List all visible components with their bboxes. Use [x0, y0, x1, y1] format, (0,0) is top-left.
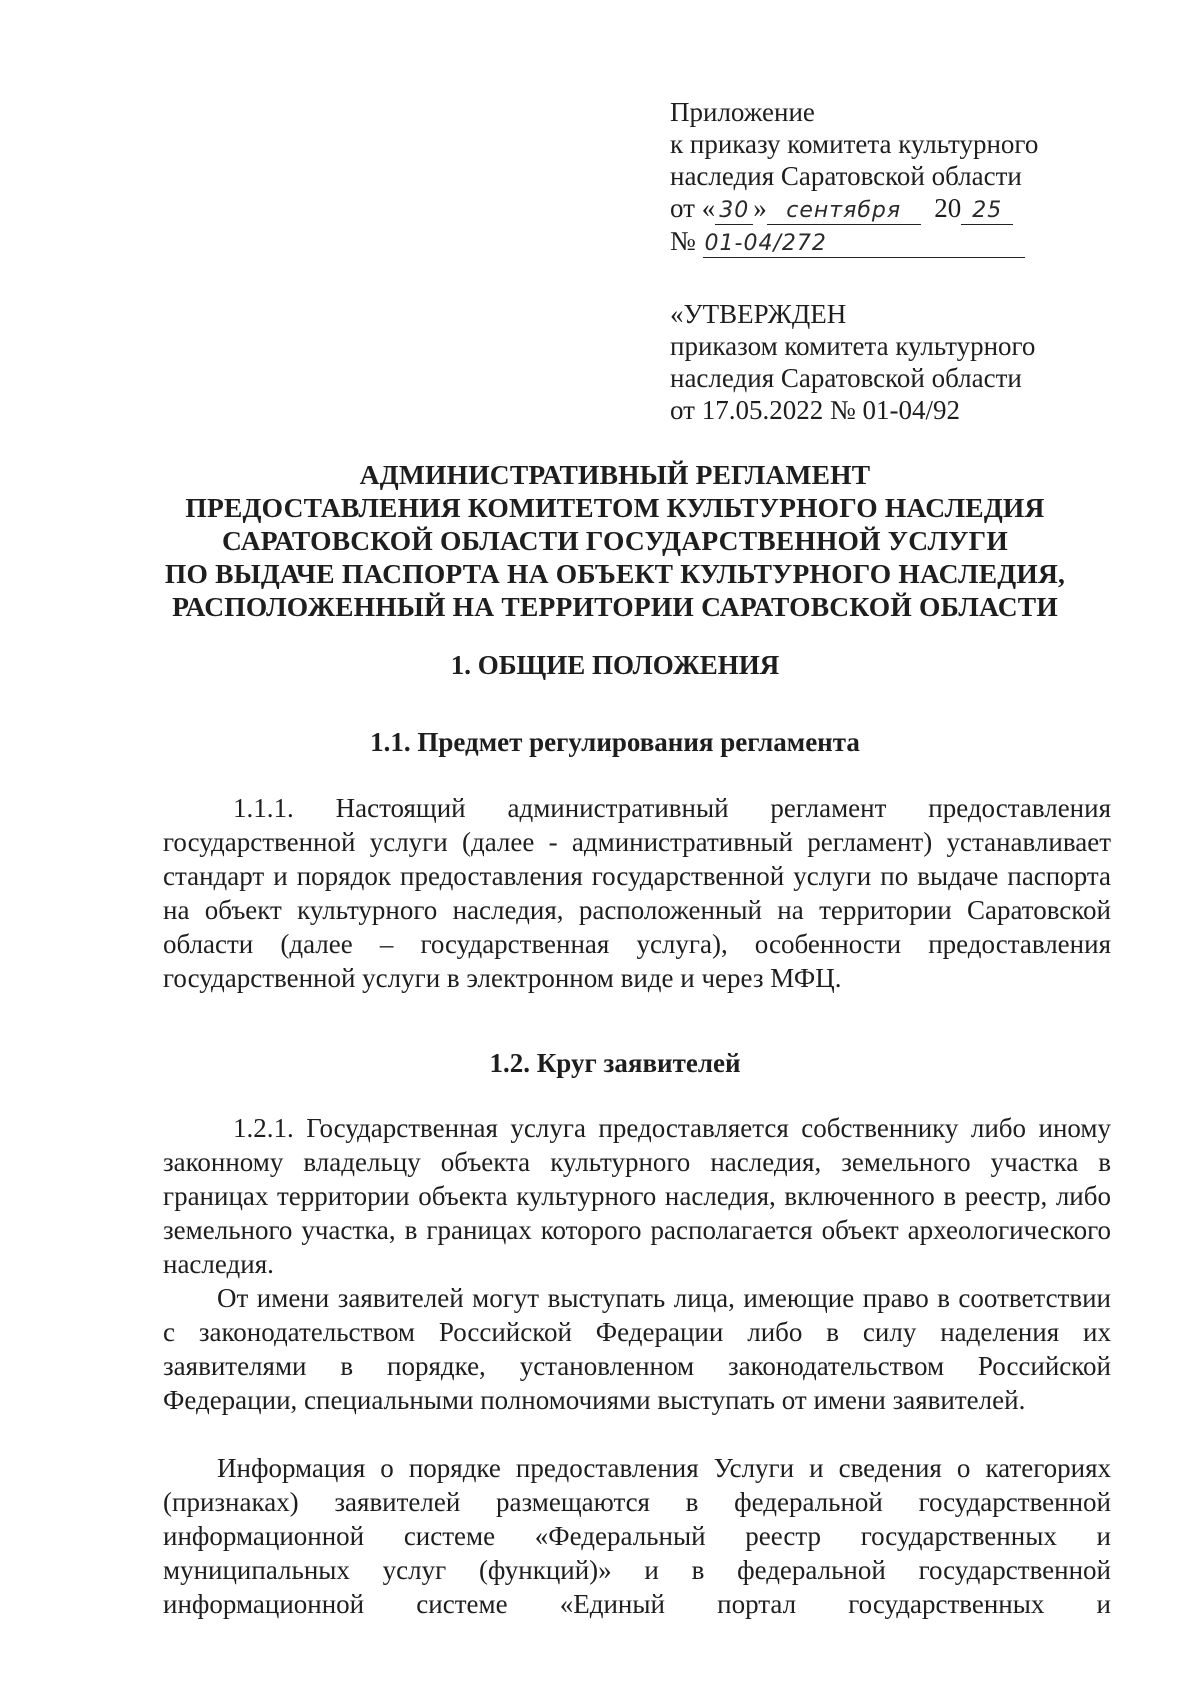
- attachment-number-line: [670, 225, 1110, 258]
- subsection-1-2-heading: 1.2. Круг заявителей: [489, 1048, 741, 1078]
- subsection-1-1-heading: 1.1. Предмет регулирования регламента: [370, 727, 860, 757]
- date-mid: »: [753, 193, 767, 223]
- paragraph-1-2-1: 1.2.1. Государственная услуга предоставляется собственнику либо иному законному владельцу объекта культурного наследия, земельного участка в границах территории объекта культурного наследия, включенного в реестр, либо земельного участка, в границах которого располагается объект археологического наследия.: [163, 1113, 1111, 1279]
- date-month: сентября: [767, 198, 921, 225]
- title-line-2: ПРЕДОСТАВЛЕНИЯ КОМИТЕТОМ КУЛЬТУРНОГО НАСЛЕДИЯ: [185, 492, 1045, 523]
- approved-authority: наследия Саратовской области: [670, 363, 1022, 393]
- number-prefix: №: [670, 226, 696, 256]
- attachment-block: [670, 96, 1110, 258]
- approved-order-ref: приказом комитета культурного: [670, 331, 1036, 361]
- attachment-order-ref: к приказу комитета культурного: [670, 129, 1039, 159]
- attachment-title: Приложение: [670, 97, 815, 127]
- section-1-heading: 1. ОБЩИЕ ПОЛОЖЕНИЯ: [450, 650, 780, 680]
- title-line-3: САРАТОВСКОЙ ОБЛАСТИ ГОСУДАРСТВЕННОЙ УСЛУГИ: [222, 525, 1008, 556]
- order-number: 01-04/272: [703, 231, 1025, 258]
- paragraph-1-1-1: 1.1.1. Настоящий административный регламент предоставления государственной услуги (далее - административный регламент) устанавливает стандарт и порядок предоставления государственной услуги по выдаче паспорта на объект культурного наследия, расположенный на территории Саратовской области (далее – государственная услуга), особенности предоставления государственной услуги в электронном виде и через МФЦ.: [163, 793, 1111, 993]
- date-year-prefix: 20: [934, 193, 962, 223]
- approved-block: [670, 298, 1110, 426]
- title-line-1: АДМИНИСТРАТИВНЫЙ РЕГЛАМЕНТ: [359, 459, 871, 490]
- date-year: 25: [961, 198, 1013, 225]
- attachment-authority: наследия Саратовской области: [670, 161, 1022, 191]
- date-day: 30: [715, 198, 753, 225]
- attachment-date-line: [670, 192, 1110, 225]
- title-line-4: ПО ВЫДАЧЕ ПАСПОРТА НА ОБЪЕКТ КУЛЬТУРНОГО НАСЛЕДИЯ,: [164, 558, 1066, 589]
- date-prefix: от «: [670, 193, 716, 223]
- approved-heading: «УТВЕРЖДЕН: [670, 299, 847, 329]
- document-title: [120, 458, 1110, 623]
- paragraph-representatives: От имени заявителей могут выступать лица, имеющие право в соответствии с законодательством Российской Федерации либо в силу наделения их заявителями в порядке, установленном законодательством Российской Федерации, специальными полномочиями выступать от имени заявителей.: [163, 1283, 1111, 1415]
- paragraph-information: Информация о порядке предоставления Услуги и сведения о категориях (признаках) заявителей размещаются в федеральной государственной информационной системе «Федеральный реестр государственных и муниципальных услуг (функций)» и в федеральной государственной информационной системе «Единый портал государственных и: [163, 1453, 1111, 1619]
- approved-date-number: от 17.05.2022 № 01-04/92: [670, 395, 960, 425]
- title-line-5: РАСПОЛОЖЕННЫЙ НА ТЕРРИТОРИИ САРАТОВСКОЙ ОБЛАСТИ: [172, 591, 1058, 622]
